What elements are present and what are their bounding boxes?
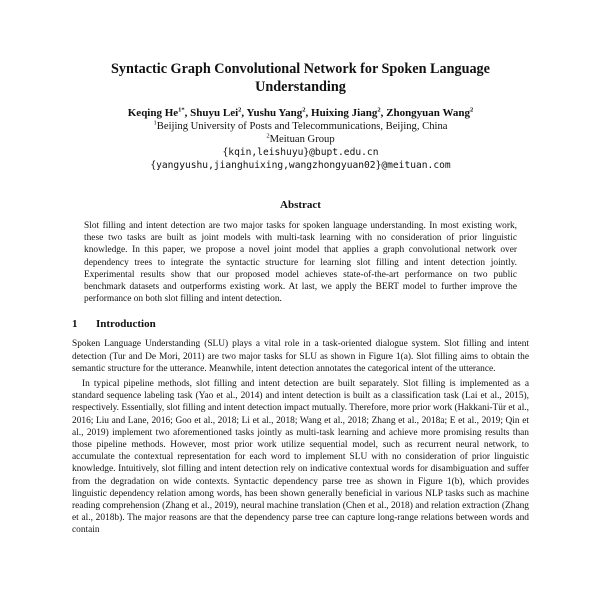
section-heading (72, 317, 529, 331)
affiliation-mark: 1 (153, 119, 157, 127)
author-name: Yushu Yang (246, 107, 303, 119)
author-mark: 2 (469, 106, 474, 114)
intro-paragraph-1: Spoken Language Understanding (SLU) plays a vital role in a task-oriented dialogue system. Slot filling and intent detection (Tur and De Mori, 2011) are two major tasks for SLU as shown in Figure 1(a). Slot filling aims to obtain the semantic structure for the utterance. Meanwhile, intent detection annotates the categorical intent of the utterance. (72, 339, 529, 374)
affiliation-mark: 2 (266, 132, 270, 140)
affiliation-2 (72, 133, 529, 146)
paper-title: Syntactic Graph Convolutional Network for Spoken Language Understanding (111, 61, 490, 95)
author-name: Zhongyuan Wang (386, 107, 470, 119)
affiliation-text: Meituan Group (269, 134, 335, 145)
author-mark: 1* (178, 106, 185, 114)
intro-paragraph-2: In typical pipeline methods, slot filling and intent detection are built separately. Slot filling is implemented as a standard sequence labeling task (Yao et al., 2014) and intent detection is built as a classification task (Lai et al., 2015), respectively. Essentially, slot filling and intent detection impact mutually. Therefore, more prior work (Hakkani-Tür et al., 2016; Liu and Lane, 2016; Goo et al., 2018; Li et al., 2018; Wang et al., 2018; Zhang et al., 2018a; E et al., 2019; Qin et al., 2019) implement two aforementioned tasks jointly as multi-task learning and achieve more promising results than those pipeline methods. However, most prior work utilize sequential model, such as recurrent neural network, to accumulate the contextual representation for each word to implement SLU with no consideration of prior linguistic knowledge. Intuitively, slot filling and intent detection rely on indicative contextual words for disambiguation and suffer from the degradation on wide contexts. Syntactic dependency parse tree as shown in Figure 1(b), which provides linguistic dependency relation among words, has been shown generally beneficial in various NLP tasks such as machine reading comprehension (Zhang et al., 2019), neural machine translation (Chen et al., 2018) and relation extraction (Zhang et al., 2018b). The major reasons are that the dependency parse tree can capture long-range relations between words and contain (72, 379, 529, 536)
abstract-text: Slot filling and intent detection are two major tasks for spoken language understanding. In most existing work, these two tasks are built as joint models with multi-task learning with no consideration of prior linguistic knowledge. In this paper, we propose a novel joint model that applies a graph convolutional network over dependency trees to integrate the syntactic structure for learning slot filling and intent detection jointly. Experimental results show that our proposed model achieves state-of-the-art performance on two public benchmark datasets and outperforms existing work. At last, we apply the BERT model to further improve the performance on both slot filling and intent detection. (84, 221, 517, 305)
author-mark: 2 (238, 106, 242, 114)
affiliation-1 (72, 120, 529, 133)
abstract-heading: Abstract (280, 199, 321, 211)
section-number: 1 (72, 318, 78, 331)
email-meituan: {yangyushu,jianghuixing,wangzhongyuan02}@meituan.com (150, 160, 451, 171)
author-list: Keqing $He^{1*}$, Shuyu Lei$^2$, Yushu Yang$^2$, Huixing Jiang$^2$, Zhongyuan Wang$^2$ (127, 106, 474, 119)
author-name: Huixing Jiang (311, 107, 378, 119)
email-bupt: {kqin,leishuyu}@bupt.edu.cn (222, 147, 379, 158)
paper-page (72, 0, 529, 537)
section-title: Introduction (96, 318, 156, 331)
author-mark: 2 (302, 106, 306, 114)
author-mark: 2 (377, 106, 381, 114)
affiliation-text: Beijing University of Posts and Telecommunications, Beijing, China (156, 121, 448, 132)
author-name: Keqing He (127, 107, 179, 119)
author-name: Shuyu Lei (190, 107, 239, 119)
